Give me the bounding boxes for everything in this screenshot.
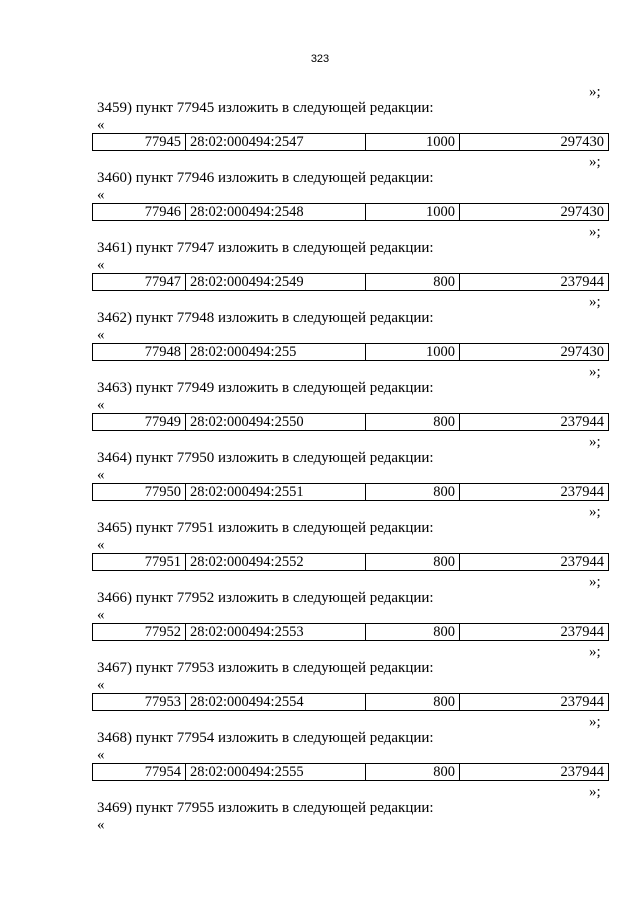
area-cell: 1000: [366, 204, 460, 220]
item-number-cell: 77947: [93, 274, 186, 290]
amendment-list: [0, 83, 640, 783]
amendment-item: [0, 573, 640, 643]
area-cell: 800: [366, 274, 460, 290]
amendment-heading: 3467) пункт 77953 изложить в следующей редакции:: [97, 660, 434, 676]
table-row: [92, 553, 609, 571]
area-cell: 800: [366, 484, 460, 500]
amendment-item: [0, 503, 640, 573]
closing-quote: »;: [589, 644, 601, 660]
amendment-heading: 3469) пункт 77955 изложить в следующей редакции:: [97, 800, 434, 816]
amendment-item: [0, 433, 640, 503]
value-cell: 297430: [560, 344, 604, 360]
opening-quote: «: [97, 747, 105, 763]
opening-quote: «: [97, 537, 105, 553]
cadastral-number-cell: 28:02:000494:2550: [186, 414, 366, 430]
cadastral-number-cell: 28:02:000494:2552: [186, 554, 366, 570]
amendment-item: [0, 643, 640, 713]
opening-quote: «: [97, 677, 105, 693]
closing-quote: »;: [589, 574, 601, 590]
closing-quote: »;: [589, 294, 601, 310]
amendment-item: [0, 363, 640, 433]
closing-quote: »;: [589, 714, 601, 730]
table-row: [92, 623, 609, 641]
opening-quote: «: [97, 187, 105, 203]
area-cell: 800: [366, 764, 460, 780]
item-number-cell: 77950: [93, 484, 186, 500]
area-cell: 800: [366, 624, 460, 640]
cadastral-number-cell: 28:02:000494:2551: [186, 484, 366, 500]
value-cell: 297430: [560, 204, 604, 220]
area-cell: 800: [366, 694, 460, 710]
closing-quote: »;: [589, 364, 601, 380]
opening-quote: «: [97, 327, 105, 343]
value-cell: 237944: [560, 484, 604, 500]
value-cell: 237944: [560, 414, 604, 430]
opening-quote: «: [97, 397, 105, 413]
item-number-cell: 77949: [93, 414, 186, 430]
closing-quote: »;: [589, 504, 601, 520]
area-cell: 800: [366, 414, 460, 430]
amendment-heading: 3466) пункт 77952 изложить в следующей редакции:: [97, 590, 434, 606]
value-cell: 237944: [560, 624, 604, 640]
amendment-item: [0, 153, 640, 223]
cadastral-number-cell: 28:02:000494:255: [186, 344, 366, 360]
table-row: [92, 413, 609, 431]
amendment-item: [0, 223, 640, 293]
item-number-cell: 77948: [93, 344, 186, 360]
closing-quote: »;: [589, 224, 601, 240]
closing-quote: »;: [589, 154, 601, 170]
amendment-item: [0, 713, 640, 783]
amendment-heading: 3468) пункт 77954 изложить в следующей редакции:: [97, 730, 434, 746]
value-cell: 297430: [560, 134, 604, 150]
amendment-heading: 3464) пункт 77950 изложить в следующей редакции:: [97, 450, 434, 466]
cadastral-number-cell: 28:02:000494:2555: [186, 764, 366, 780]
item-number-cell: 77945: [93, 134, 186, 150]
opening-quote: «: [97, 117, 105, 133]
closing-quote: »;: [589, 84, 601, 100]
amendment-heading: 3463) пункт 77949 изложить в следующей редакции:: [97, 380, 434, 396]
area-cell: 1000: [366, 134, 460, 150]
table-row: [92, 343, 609, 361]
cadastral-number-cell: 28:02:000494:2554: [186, 694, 366, 710]
area-cell: 1000: [366, 344, 460, 360]
amendment-heading: 3461) пункт 77947 изложить в следующей редакции:: [97, 240, 434, 256]
value-cell: 237944: [560, 274, 604, 290]
page-number: 323: [310, 53, 330, 65]
value-cell: 237944: [560, 764, 604, 780]
amendment-heading: 3459) пункт 77945 изложить в следующей редакции:: [97, 100, 434, 116]
item-number-cell: 77952: [93, 624, 186, 640]
amendment-item: [0, 293, 640, 363]
table-row: [92, 273, 609, 291]
cadastral-number-cell: 28:02:000494:2548: [186, 204, 366, 220]
opening-quote: «: [97, 257, 105, 273]
opening-quote: «: [97, 467, 105, 483]
table-row: [92, 693, 609, 711]
closing-quote: »;: [589, 784, 601, 800]
amendment-heading: 3462) пункт 77948 изложить в следующей редакции:: [97, 310, 434, 326]
area-cell: 800: [366, 554, 460, 570]
item-number-cell: 77951: [93, 554, 186, 570]
table-row: [92, 763, 609, 781]
item-number-cell: 77953: [93, 694, 186, 710]
closing-quote: »;: [589, 434, 601, 450]
opening-quote: «: [97, 817, 105, 833]
cadastral-number-cell: 28:02:000494:2549: [186, 274, 366, 290]
value-cell: 237944: [560, 554, 604, 570]
table-row: [92, 203, 609, 221]
item-number-cell: 77954: [93, 764, 186, 780]
value-cell: 237944: [560, 694, 604, 710]
item-number-cell: 77946: [93, 204, 186, 220]
amendment-heading: 3460) пункт 77946 изложить в следующей редакции:: [97, 170, 434, 186]
amendment-heading: 3465) пункт 77951 изложить в следующей редакции:: [97, 520, 434, 536]
table-row: [92, 483, 609, 501]
opening-quote: «: [97, 607, 105, 623]
amendment-item: [0, 83, 640, 153]
cadastral-number-cell: 28:02:000494:2553: [186, 624, 366, 640]
table-row: [92, 133, 609, 151]
cadastral-number-cell: 28:02:000494:2547: [186, 134, 366, 150]
